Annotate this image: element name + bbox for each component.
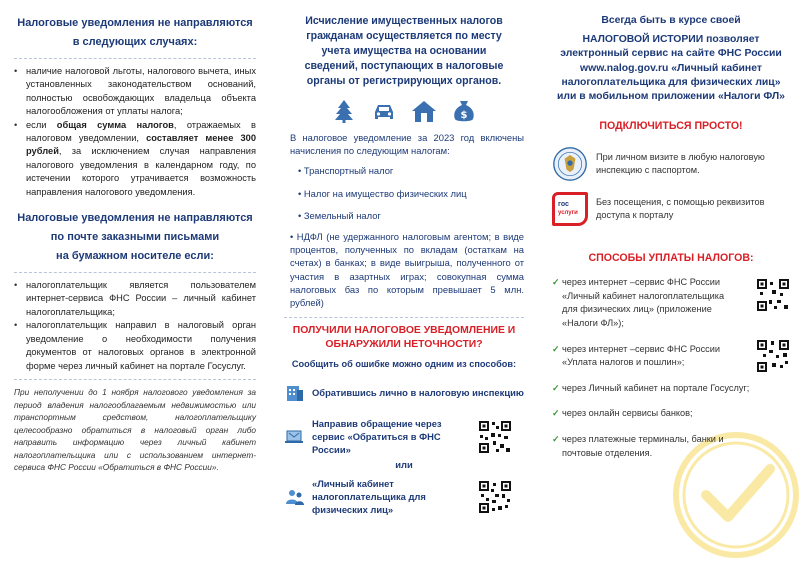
payment-item [552,276,790,330]
heading-line: налогоплательщика для физических лиц» [561,76,781,88]
connect-visit-text: При личном визите в любую налоговую инспекцию с паспортом. [596,151,765,176]
or-label: или [395,459,413,471]
bold-text: составляет менее 300 рублей [26,133,257,157]
middle-column [270,0,536,566]
people-icon [284,486,306,508]
section-heading-not-mailed [14,209,256,266]
check-icon: ✓ [552,382,560,393]
heading-line: www.nalog.gov.ru «Личный кабинет [580,62,762,74]
payment-heading: СПОСОБЫ УПЛАТЫ НАЛОГОВ: [588,252,754,265]
report-way-cabinet [284,477,524,516]
heading-line: по почте заказными письмами [50,231,220,244]
property-icons [284,99,524,123]
connect-gosuslugi [552,192,790,226]
tax-item: • Налог на имущество физических лиц [298,187,467,199]
taxes-intro: В налоговое уведомление за 2023 год включены начисления по следующим налогам: [290,132,524,157]
heading-line: или в мобильном приложении «Налоги ФЛ» [557,91,785,103]
heading-line: Налоговые уведомления не направляются [17,212,253,225]
divider [14,58,256,59]
fns-emblem-icon [552,146,588,182]
qr-code[interactable] [478,420,512,454]
tax-item: • Транспортный налог [298,165,394,177]
left-column [0,0,270,566]
tree-icon [331,99,357,123]
svg-text:$: $ [460,110,468,121]
payment-text: через интернет –сервис ФНС России «Личный кабинет налогоплательщика для физических лиц» (приложение «Налоги ФЛ»); [562,277,725,328]
right-column [536,0,800,566]
heading-line: на бумажном носителе если: [56,250,214,263]
building-icon [284,381,306,403]
payment-text-wrap [552,407,752,421]
report-way-service [284,417,524,456]
bold-text: общая сумма налогов [56,119,174,130]
check-icon: ✓ [552,408,560,419]
report-way-text: Обратившись лично в налоговую инспекцию [312,386,524,398]
heading-line: НАЛОГОВОЙ ИСТОРИИ позволяет [582,34,760,46]
conditions-list [14,279,256,373]
qr-code[interactable] [756,339,790,373]
connect-gosuslugi-text: Без посещения, с помощью реквизитов доступа к порталу [596,196,765,221]
check-icon: ✓ [552,433,560,444]
check-icon: ✓ [552,277,560,288]
cases-list [14,65,256,199]
report-way-text: «Личный кабинет налогоплательщика для физических лиц» [312,478,426,516]
money-bag-icon [451,99,477,123]
list-item: • налогоплательщик направил в налоговый орган уведомление о необходимости получения документов от налоговых органов в электронной форме через личный кабинет на портале Госуслуг. [14,319,256,373]
payment-text-wrap [552,276,740,330]
list-item: • наличие налоговой льготы, налогового вычета, иных установленных законодательством оснований, полностью освобождающих владельца объекта налогообложения от уплаты налога; [14,65,256,119]
divider [14,379,256,380]
payment-text-wrap [552,382,752,396]
gosuslugi-logo-icon [552,192,588,226]
payment-text: через Личный кабинет на портале Госуслуг; [562,382,750,393]
text: , отражаемых в налоговом уведомлении, [26,119,256,144]
heading-line: Всегда быть в курсе своей [601,15,741,26]
list-item [14,119,256,199]
payment-item [552,382,790,396]
laptop-mail-icon [284,426,306,448]
errors-heading [284,324,524,352]
section-heading-not-sent [14,14,256,52]
heading-line: ОБНАРУЖИЛИ НЕТОЧНОСТИ? [325,339,483,351]
car-icon [371,99,397,123]
calculation-heading: Исчисление имущественных налогов гражданам осуществляется по месту учета имущества на основании сведений, поступающих в налоговые органы от регистрирующих органов. [304,15,504,87]
heading-line: Налоговые уведомления не направляются [17,17,253,29]
payment-item [552,343,790,370]
house-icon [411,99,437,123]
text: если [26,119,57,130]
payment-item [552,433,790,460]
text: , за исключением случая направления налогового уведомления в календарном году, по истечении которого утрачивается возможность направления налогового уведомления. [26,146,256,197]
qr-code[interactable] [756,278,790,312]
report-label: Сообщить об ошибке можно одним из способов: [291,359,517,370]
heading-line: ПОЛУЧИЛИ НАЛОГОВОЕ УВЕДОМЛЕНИЕ И [292,325,516,337]
check-icon: ✓ [552,343,560,354]
logo-text: услуги [558,210,578,217]
payment-text: через интернет –сервис ФНС России «Уплата налогов и пошлин»; [562,343,721,368]
payment-text: через онлайн сервисы банков; [562,408,693,419]
tax-item: • Земельный налог [298,209,381,221]
list-item: • налогоплательщик является пользователем интернет-сервиса ФНС России – личный кабинет налогоплательщика; [14,279,256,319]
payment-text: через платежные терминалы, банки и почтовые отделения. [562,433,724,458]
payment-text-wrap [552,343,740,370]
payment-text-wrap [552,433,752,460]
note-paragraph: При неполучении до 1 ноября налогового уведомления за период владения налогооблагаемым недвижимостью или транспортным средством, налогоплательщику целесообразно обратиться в налоговый орган либо направить информацию через личный кабинет налогоплательщика или с использованием интернет-сервиса ФНС России «Обратиться в ФНС России». [14,386,256,473]
qr-code[interactable] [478,480,512,514]
report-way-text: Направив обращение через сервис «Обратиться в ФНС России» [312,418,442,456]
history-heading [552,14,790,104]
connect-heading: ПОДКЛЮЧИТЬСЯ ПРОСТО! [599,120,743,133]
divider [14,272,256,273]
report-way-visit [284,381,524,403]
logo-text: гос [558,201,569,209]
divider [284,317,524,318]
connect-visit [552,146,790,182]
tax-item-ndfl: • НДФЛ (не удержанного налоговым агентом; в виде процентов, полученных по вкладам (остаткам на счетах) в банках; в виде выигрыша, полученного от участия в азартных играх; совокупная сумма налоговых баз по которым превышает 5 млн. рублей) [290,231,524,309]
heading-line: электронный сервис на сайте ФНС России [560,48,782,60]
payment-item [552,407,790,421]
heading-line: в следующих случаях: [72,36,198,48]
